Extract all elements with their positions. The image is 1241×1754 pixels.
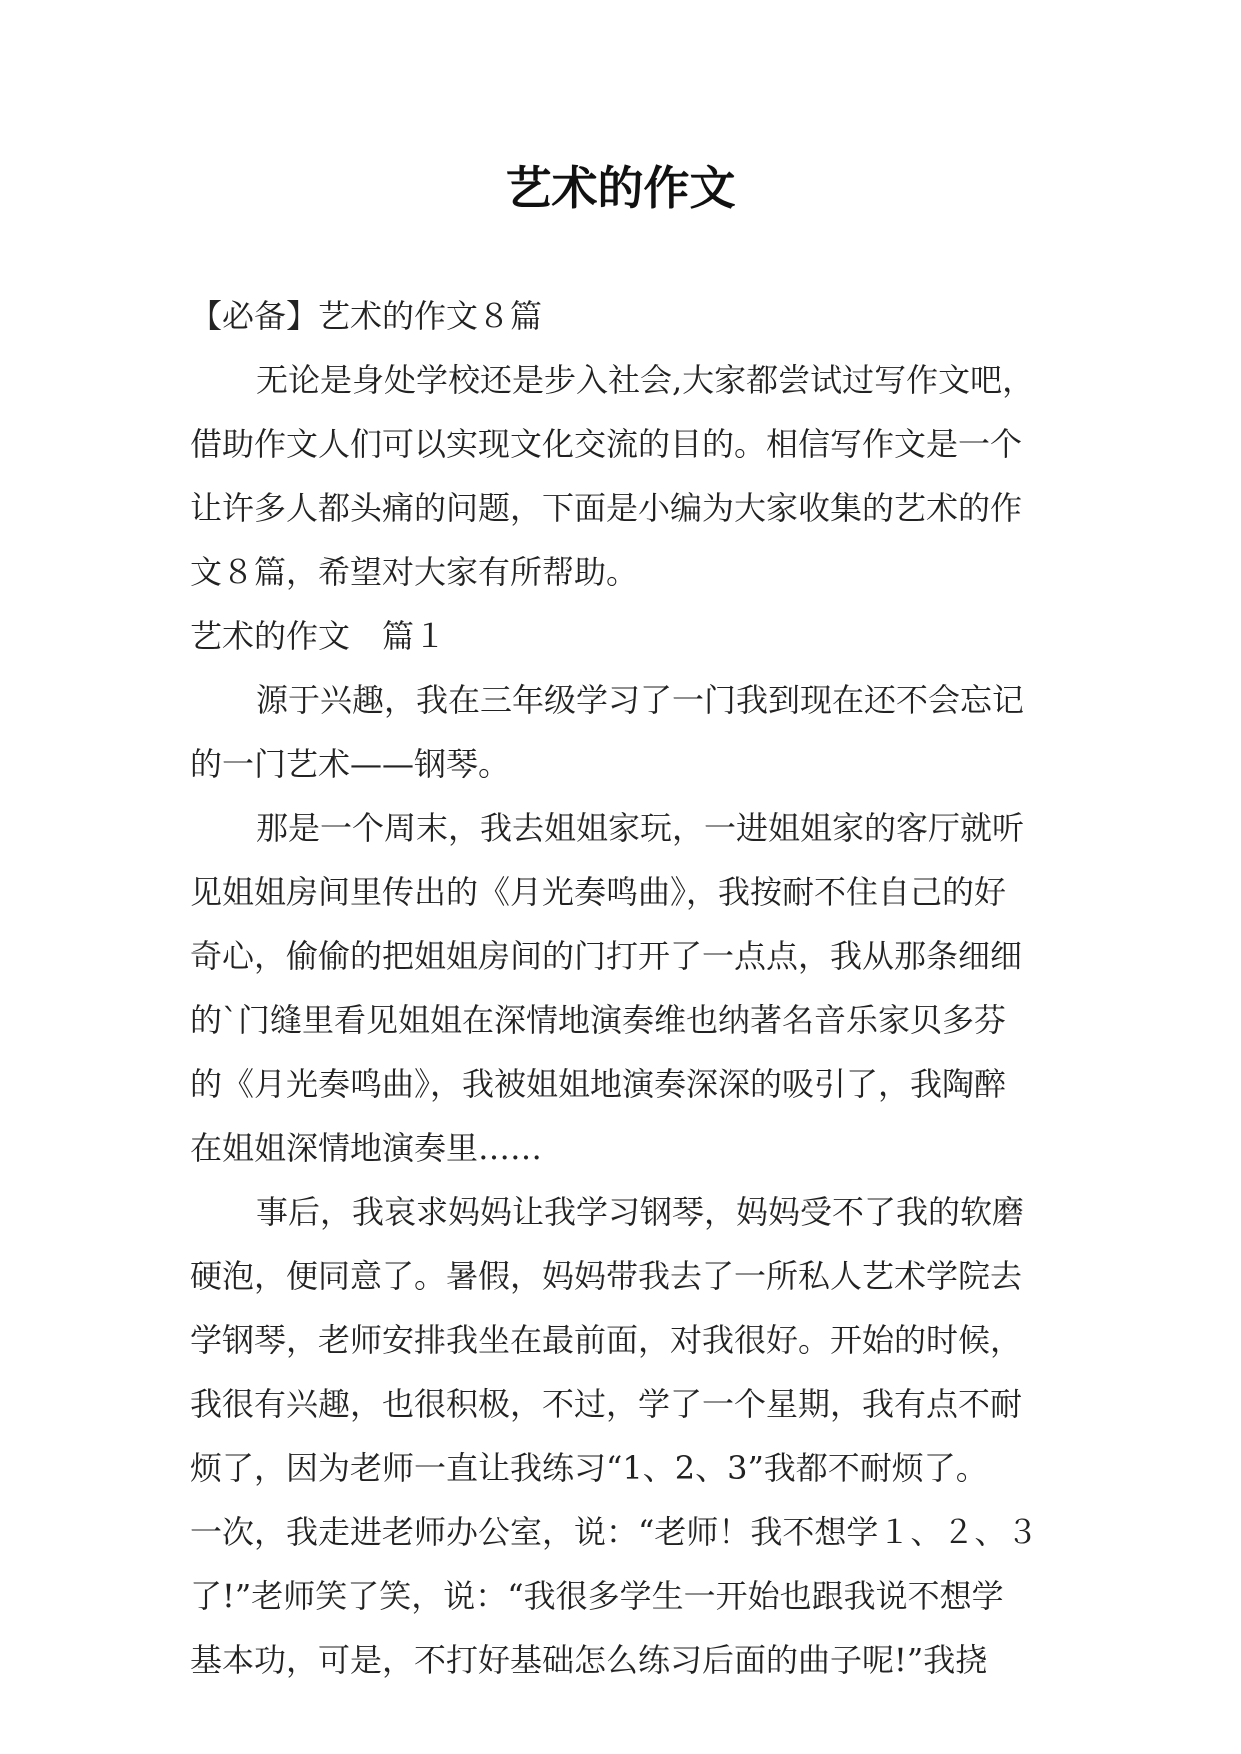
text-line: 一次，我走进老师办公室，说：“老师！我不想学１、２、３ <box>190 1513 1039 1551</box>
text-line: 烦了，因为老师一直让我练习“1、2、3”我都不耐烦了。 <box>190 1449 988 1487</box>
text-line: 无论是身处学校还是步入社会,大家都尝试过写作文吧， <box>256 361 1035 399</box>
text-line: 借助作文人们可以实现文化交流的目的。相信写作文是一个 <box>190 425 1023 463</box>
text-line: 文８篇，希望对大家有所帮助。 <box>190 553 639 591</box>
text-line: 的《月光奏鸣曲》，我被姐姐地演奏深深的吸引了，我陶醉 <box>190 1065 1007 1103</box>
text-line: 在姐姐深情地演奏里…… <box>190 1129 543 1167</box>
text-line: 了!”老师笑了笑，说：“我很多学生一开始也跟我说不想学 <box>190 1577 1004 1615</box>
text-line: 的一门艺术——钢琴。 <box>190 745 511 783</box>
text-line: 见姐姐房间里传出的《月光奏鸣曲》，我按耐不住自己的好 <box>190 873 1007 911</box>
document-body <box>190 292 1052 1700</box>
document-title: 艺术的作文 <box>505 161 736 215</box>
text-line: 【必备】艺术的作文８篇 <box>190 297 543 335</box>
text-line: 事后，我哀求妈妈让我学习钢琴，妈妈受不了我的软磨 <box>256 1193 1025 1231</box>
text-line: 那是一个周末，我去姐姐家玩，一进姐姐家的客厅就听 <box>256 809 1025 847</box>
text-line: 学钢琴，老师安排我坐在最前面，对我很好。开始的时候， <box>190 1321 1023 1359</box>
text-line: 让许多人都头痛的问题，下面是小编为大家收集的艺术的作 <box>190 489 1023 527</box>
text-line: 的`门缝里看见姐姐在深情地演奏维也纳著名音乐家贝多芬 <box>190 1001 1007 1039</box>
text-line: 基本功，可是，不打好基础怎么练习后面的曲子呢!”我挠 <box>190 1641 988 1679</box>
text-line: 我很有兴趣，也很积极，不过，学了一个星期，我有点不耐 <box>190 1385 1023 1423</box>
text-line: 奇心，偷偷的把姐姐房间的门打开了一点点，我从那条细细 <box>190 937 1023 975</box>
text-line: 艺术的作文 篇１ <box>190 617 447 655</box>
text-line: 硬泡，便同意了。暑假，妈妈带我去了一所私人艺术学院去 <box>190 1257 1023 1295</box>
text-line: 源于兴趣，我在三年级学习了一门我到现在还不会忘记 <box>256 681 1025 719</box>
